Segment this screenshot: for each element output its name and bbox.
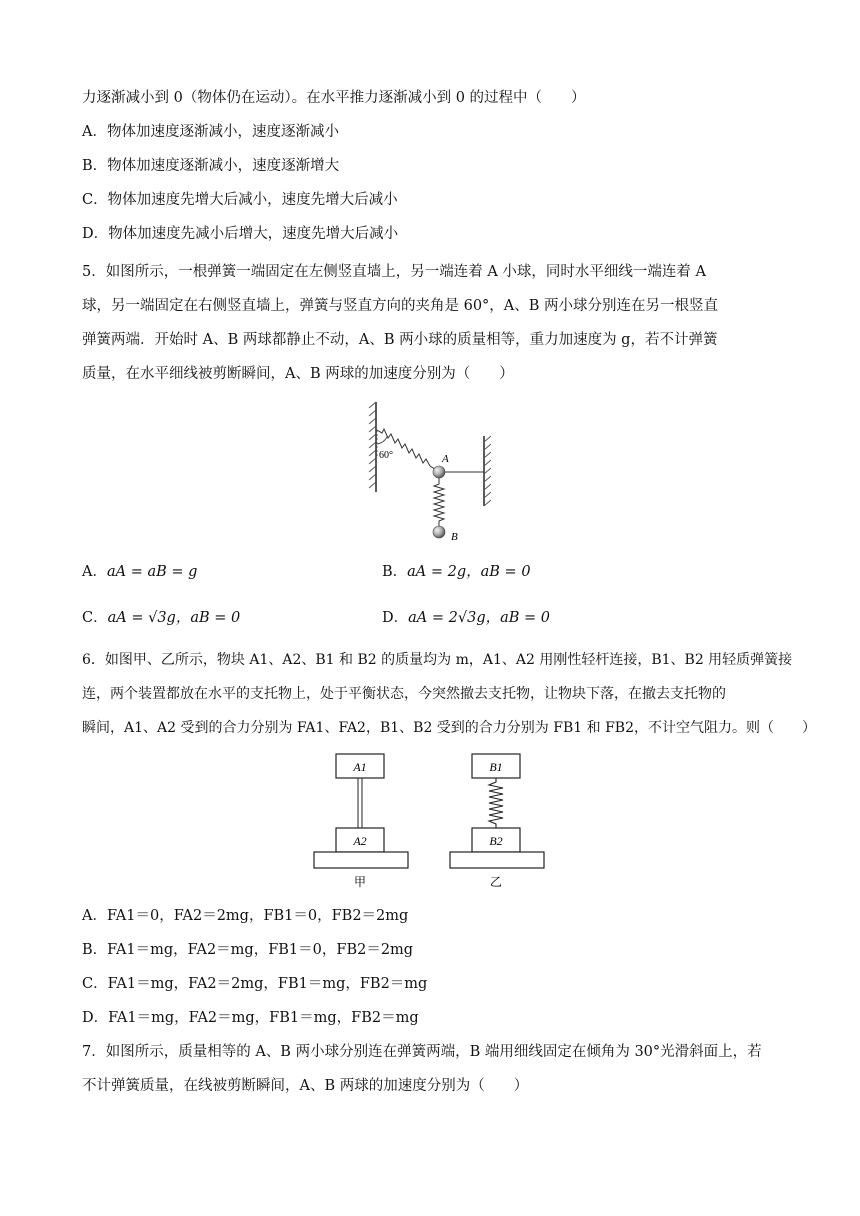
right-wall-hatching — [484, 436, 491, 506]
block-a2-label: A2 — [353, 834, 367, 848]
left-wall-hatching — [369, 402, 376, 488]
support-right — [450, 852, 544, 868]
q4-option-b: B．物体加速度逐渐减小，速度逐渐增大 — [82, 158, 340, 174]
q5-option-b — [382, 562, 531, 582]
q7-stem-line-1: 7．如图所示，质量相等的 A、B 两小球分别连在弹簧两端，B 端用细线固定在倾角为 30°光滑斜面上，若 — [82, 1044, 762, 1060]
q5-spring-figure — [368, 398, 498, 546]
q6-option-a: A．FA1＝0，FA2＝2mg，FB1＝0，FB2＝2mg — [82, 908, 409, 924]
ball-b — [433, 526, 445, 538]
block-b2-label: B2 — [489, 834, 503, 848]
q4-stem-tail: 力逐渐减小到 0（物体仍在运动）。在水平推力逐渐减小到 0 的过程中（ ） — [82, 90, 586, 106]
q6-blocks-figure — [312, 752, 548, 892]
ball-b-label: B — [451, 531, 458, 543]
block-b1-label: B1 — [489, 760, 503, 774]
q5-option-a-formula: aA = aB = g — [106, 564, 198, 580]
q5-option-c — [82, 608, 240, 628]
q4-option-d: D．物体加速度先减小后增大，速度先增大后减小 — [82, 226, 399, 242]
q5-stem-line-1: 5．如图所示，一根弹簧一端固定在左侧竖直墙上，另一端连着 A 小球，同时水平细线一端连着 A — [82, 264, 706, 280]
q6-stem-line-1: 6．如图甲、乙所示，物块 A1、A2、B1 和 B2 的质量均为 m，A1、A2 用刚性轻杆连接，B1、B2 用轻质弹簧接 — [82, 652, 793, 668]
support-left — [314, 852, 408, 868]
q6-stem-line-2: 连，两个装置都放在水平的支托物上，处于平衡状态，今突然撤去支托物，让物块下落，在撤去支托物的 — [82, 686, 726, 702]
q6-stem-line-3: 瞬间，A1、A2 受到的合力分别为 FA1、FA2，B1、B2 受到的合力分别为 FB1 和 FB2，不计空气阻力。则（ ） — [82, 720, 816, 736]
caption-right: 乙 — [489, 875, 503, 889]
q5-stem-line-4: 质量，在水平细线被剪断瞬间，A、B 两球的加速度分别为（ ） — [82, 366, 514, 382]
ball-a-label: A — [442, 453, 449, 465]
q4-option-c: C．物体加速度先增大后减小，速度先增大后减小 — [82, 192, 398, 208]
q5-option-c-formula: aA = √3g，aB = 0 — [107, 610, 241, 626]
vertical-spring — [434, 478, 444, 526]
angle-label: 60° — [379, 450, 393, 461]
q5-option-d — [382, 608, 550, 628]
q5-stem-line-2: 球，另一端固定在右侧竖直墙上，弹簧与竖直方向的夹角是 60°，A、B 两小球分别连在另一根竖直 — [82, 298, 719, 314]
q5-option-d-letter: D． — [382, 610, 409, 626]
q6-option-b: B．FA1＝mg，FA2＝mg，FB1＝0，FB2＝2mg — [82, 942, 414, 958]
q7-stem-line-2: 不计弹簧质量，在线被剪断瞬间，A、B 两球的加速度分别为（ ） — [82, 1078, 529, 1094]
light-spring — [489, 778, 503, 828]
q5-option-d-formula: aA = 2√3g，aB = 0 — [408, 610, 550, 626]
caption-left: 甲 — [353, 875, 367, 889]
q6-option-c: C．FA1＝mg，FA2＝2mg，FB1＝mg，FB2＝mg — [82, 976, 428, 992]
ball-a — [433, 466, 445, 478]
q5-option-a — [82, 562, 197, 582]
q4-option-a: A．物体加速度逐渐减小，速度逐渐减小 — [82, 124, 339, 140]
q5-stem-line-3: 弹簧两端．开始时 A、B 两球都静止不动，A、B 两小球的质量相等，重力加速度为 g，若不计弹簧 — [82, 332, 718, 348]
q5-option-b-letter: B． — [382, 564, 408, 580]
block-a1-label: A1 — [353, 760, 367, 774]
q5-option-c-letter: C． — [82, 610, 108, 626]
q6-option-d: D．FA1＝mg，FA2＝mg，FB1＝mg，FB2＝mg — [82, 1010, 419, 1026]
angle-arc — [377, 437, 387, 444]
q5-option-b-formula: aA = 2g，aB = 0 — [407, 564, 531, 580]
q5-option-a-letter: A． — [82, 564, 107, 580]
